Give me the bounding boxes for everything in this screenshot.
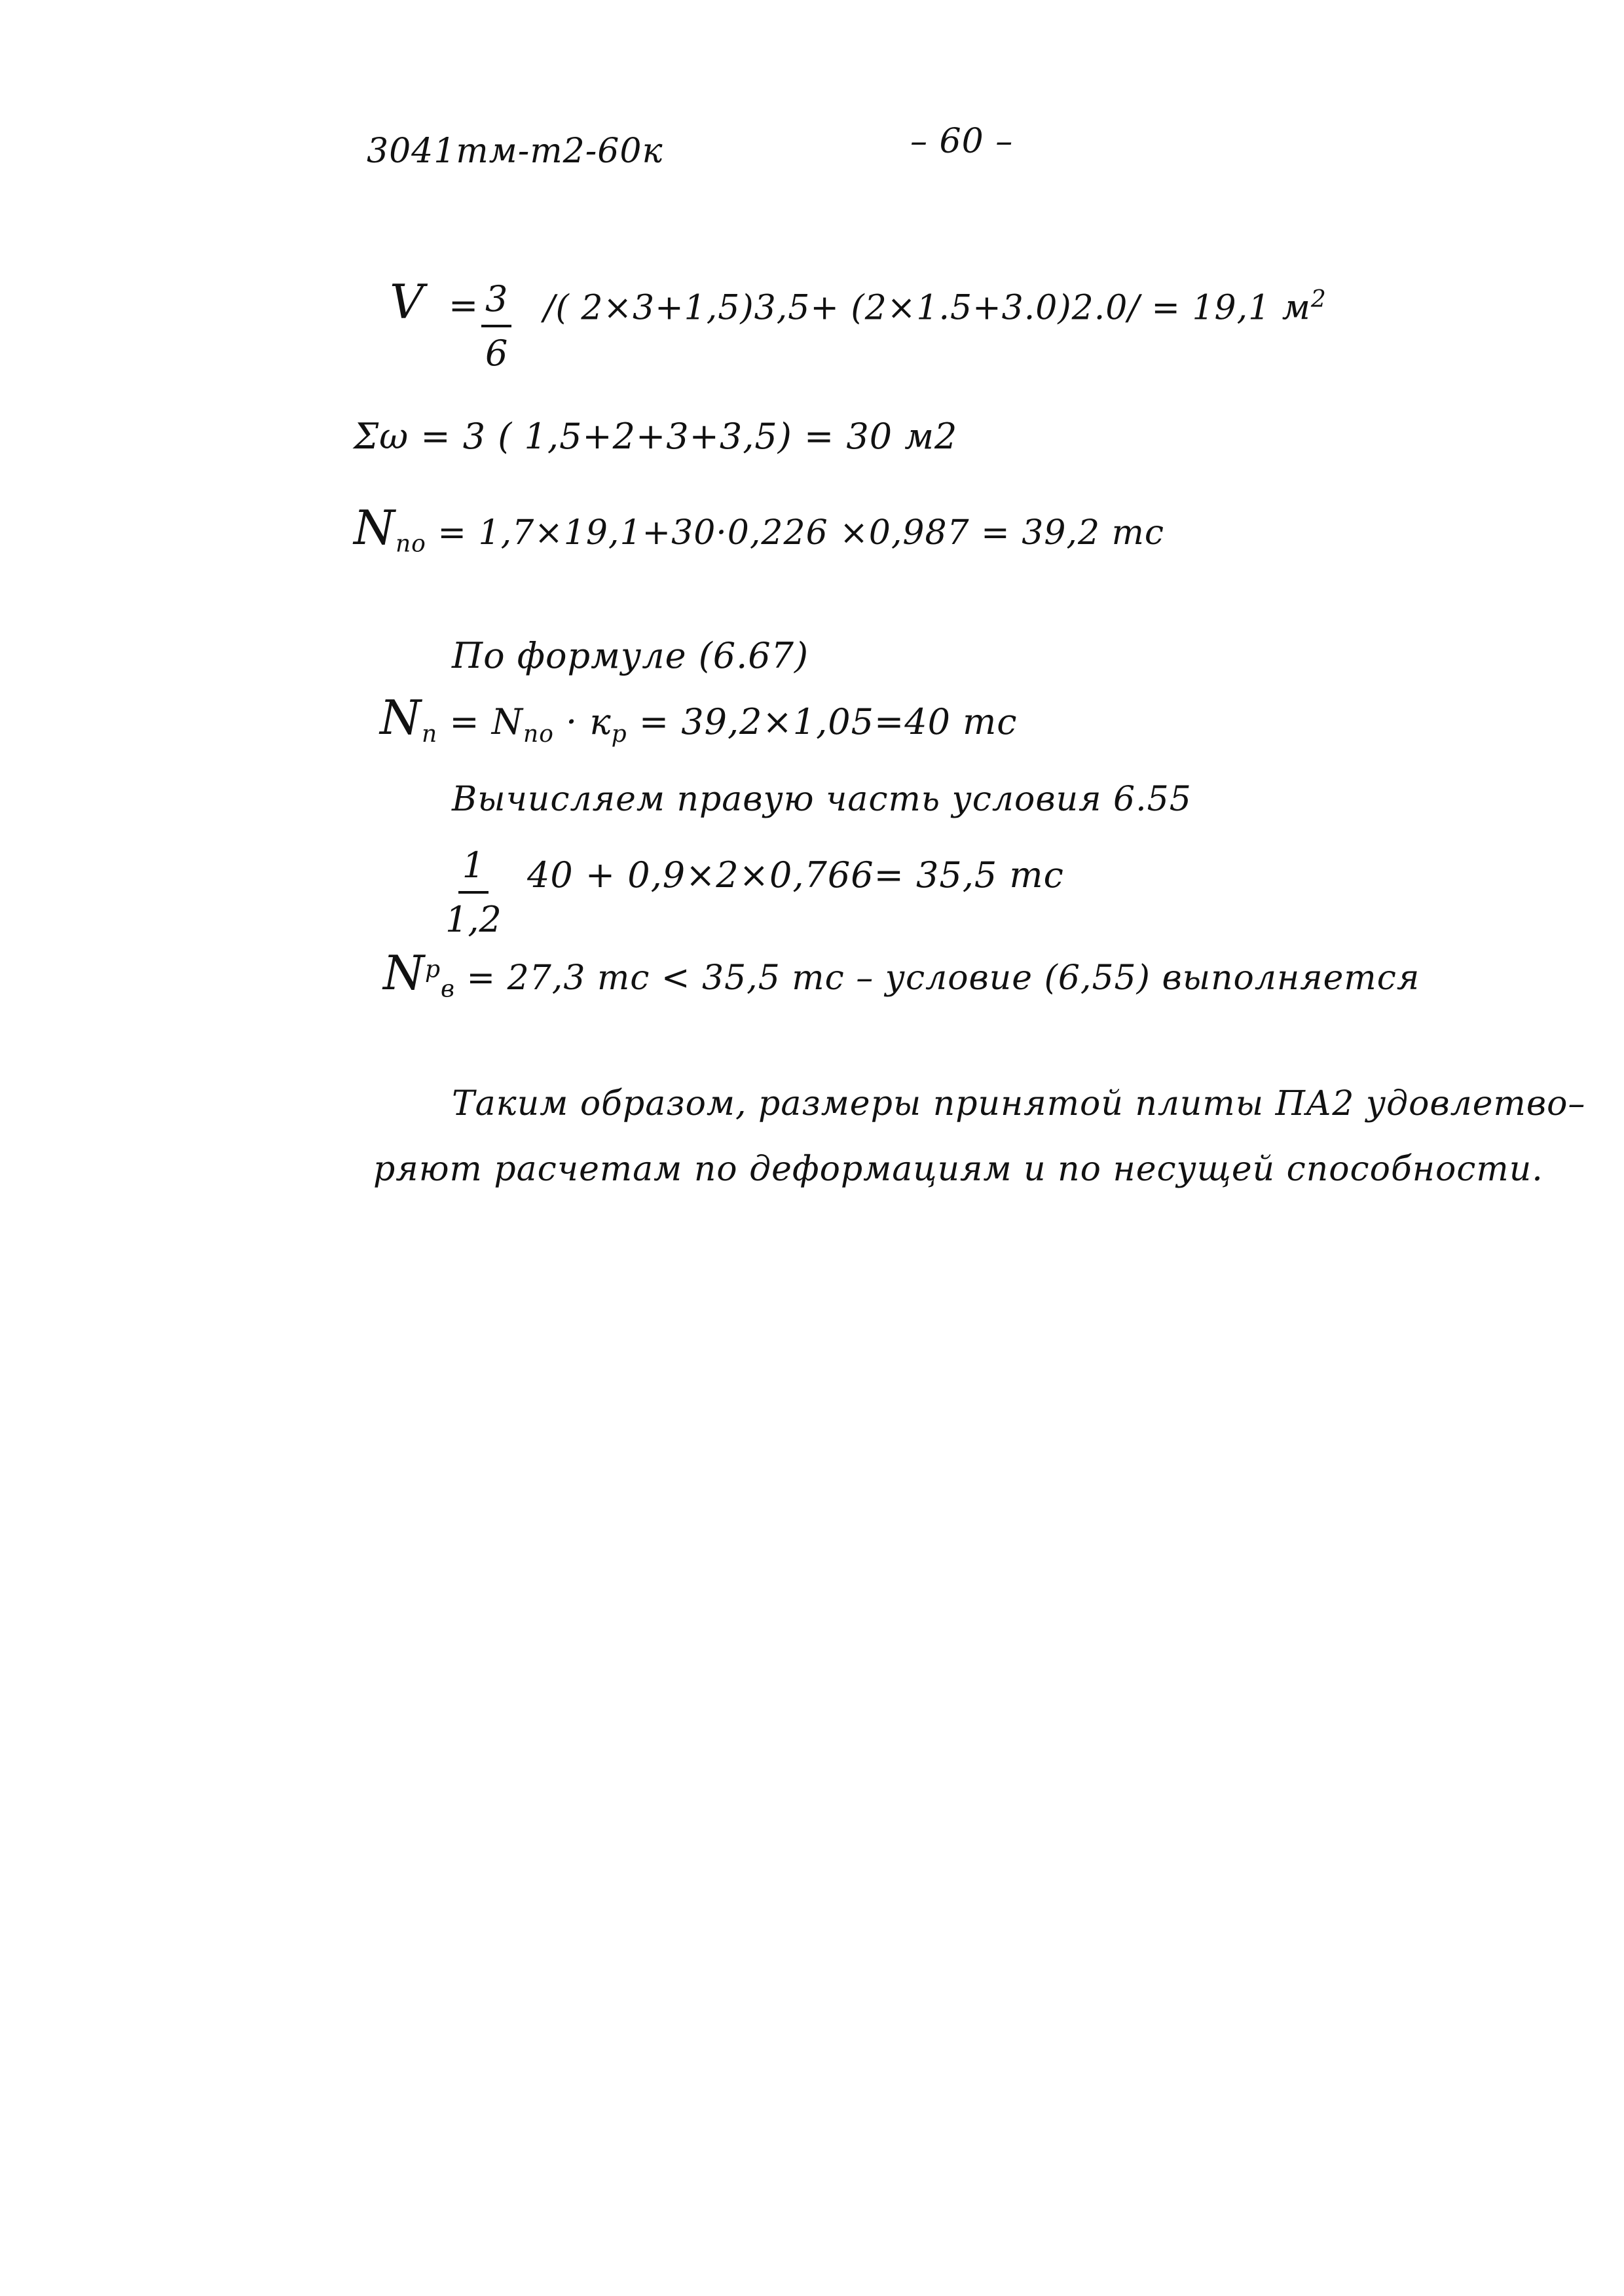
formula-reference: По формуле (6.67) [452,635,809,676]
n-p-subscript: п [422,720,438,748]
n-p-formula [380,690,1018,748]
n-p-equals: = N [437,701,524,742]
document-code: 3041тм-т2-60к [367,132,663,171]
conclusion-line-2: ряют расчетам по деформациям и по несущей способности. [373,1150,1543,1189]
v-fraction-denominator: 6 [485,333,508,374]
n-po-expression: = 1,7×19,1+30·0,226 ×0,987 = 39,2 тс [426,513,1165,553]
v-unit-exponent: 2 [1310,286,1327,313]
n-b-superscript: р [425,956,441,983]
v-symbol: V [390,274,424,329]
n-p-result: = 39,2×1,05=40 тс [627,701,1018,742]
n-po-formula [354,500,1165,558]
n-p-kp: · к [553,701,612,742]
step2-expression: 40 + 0,9×2×0,766= 35,5 тс [527,854,1064,896]
n-b-condition-text: = 27,3 тс < 35,5 тс – условие (6,55) выполняется [455,958,1420,998]
n-p-kp-subscript: р [611,720,627,748]
page-number: – 60 – [910,122,1014,161]
n-p-po-subscript: по [523,720,554,748]
n-p-symbol: N [380,690,422,745]
v-fraction-numerator: 3 [481,278,511,327]
sum-omega-formula: Σω = 3 ( 1,5+2+3+3,5) = 30 м2 [354,416,958,457]
conclusion-line-1: Таким образом, размеры принятой плиты ПА2 удовлетво– [452,1084,1586,1123]
step2-fraction-denominator: 1,2 [445,899,502,940]
v-formula-expression [544,286,1327,328]
n-b-subscript: в [441,975,455,1003]
v-fraction [481,278,511,374]
n-b-condition [383,945,1420,1003]
step2-fraction [445,845,502,940]
calc-right-side-text: Вычисляем правую часть условия 6.55 [452,780,1192,819]
n-b-symbol: N [383,945,425,1000]
n-po-symbol: N [354,500,396,555]
equals-sign: = [449,285,479,326]
n-po-subscript: по [396,530,426,558]
v-formula-body: /( 2×3+1,5)3,5+ (2×1.5+3.0)2.0/ = 19,1 м [544,288,1311,328]
step2-fraction-numerator: 1 [458,845,489,894]
